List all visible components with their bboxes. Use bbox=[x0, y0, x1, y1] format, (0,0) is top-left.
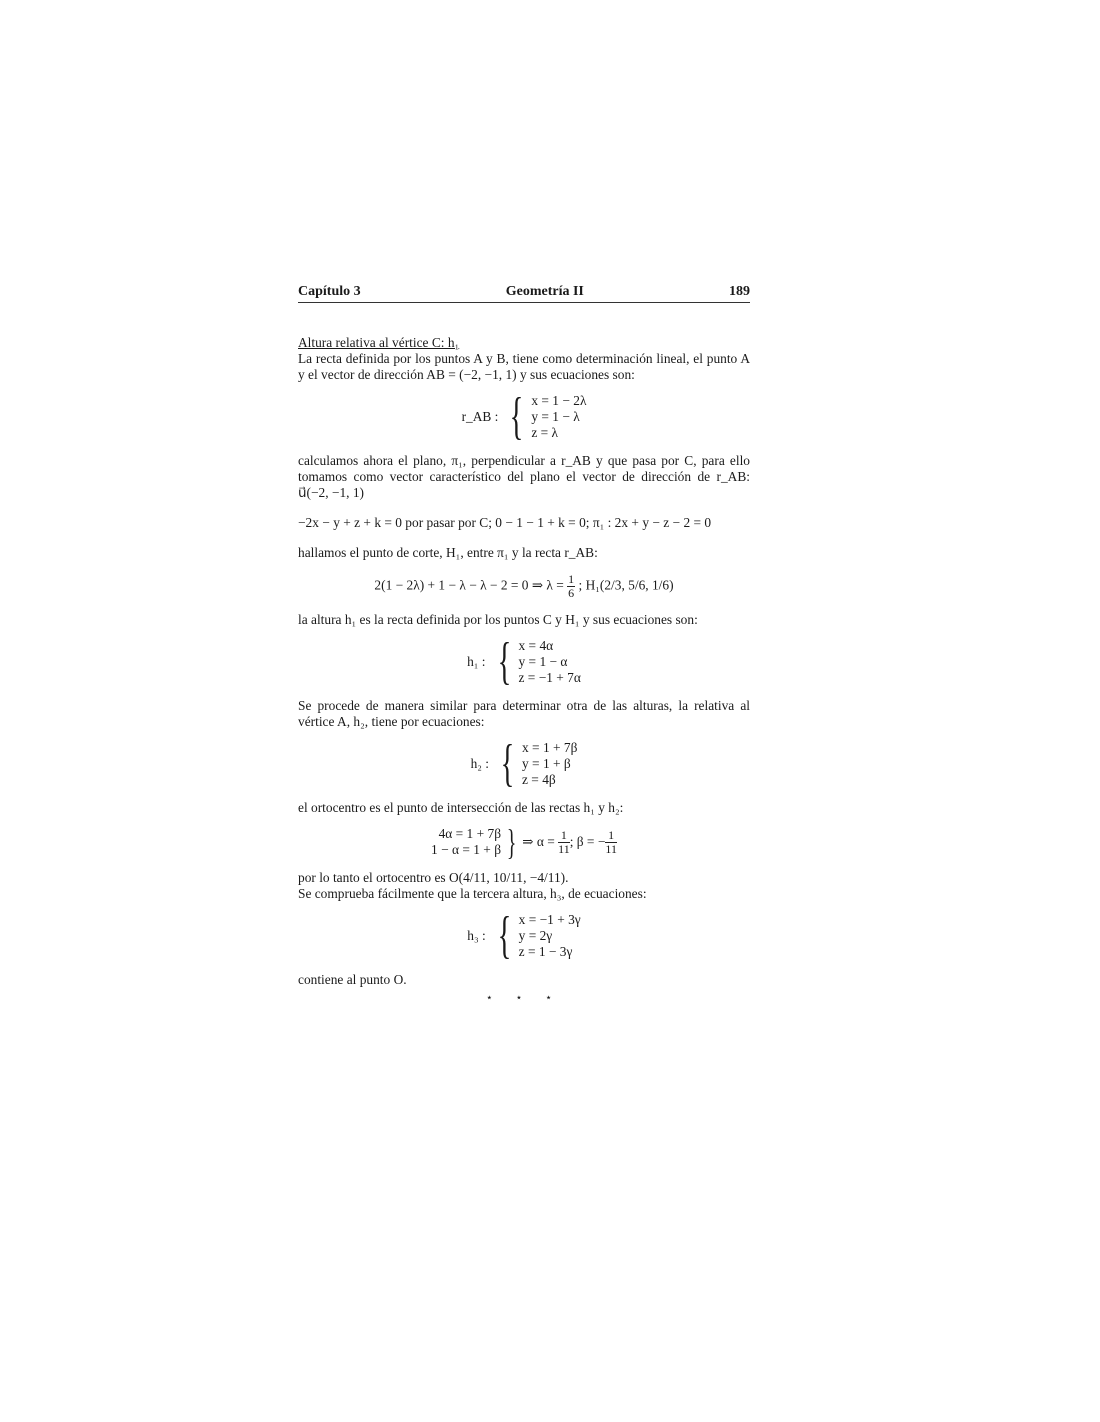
equation-intersection: 4α = 1 + 7β 1 − α = 1 + β } ⇒ α = $\frac{1}{11}$ ; β = − $\frac{1}{11}$ bbox=[431, 822, 617, 862]
equation-row: y = 2γ bbox=[518, 928, 553, 943]
page-number: 189 bbox=[729, 284, 750, 299]
equation-row: x = 4α bbox=[518, 638, 554, 653]
equation-row: x = −1 + 3γ bbox=[518, 912, 581, 927]
system-label: h₁ : bbox=[467, 654, 486, 669]
equation-row: y = 1 − λ bbox=[531, 409, 580, 424]
paragraph-altitude-h2: Se procede de manera similar para determinar otra de las alturas, la relativa al vértice A, h₂, tiene por ecuaciones: bbox=[298, 698, 750, 729]
equation-row: x = 1 + 7β bbox=[522, 740, 578, 755]
system-rows bbox=[519, 912, 581, 960]
right-brace: } bbox=[506, 822, 517, 862]
left-brace: { bbox=[500, 735, 515, 792]
paragraph-third-altitude: Se comprueba fácilmente que la tercera altura, h₃, de ecuaciones: bbox=[298, 886, 647, 901]
equation-row: z = −1 + 7α bbox=[518, 670, 581, 685]
system-rows bbox=[522, 740, 577, 788]
chapter-label: Capítulo 3 bbox=[298, 284, 361, 299]
left-brace: { bbox=[510, 388, 524, 445]
chapter-title: Geometría II bbox=[505, 284, 584, 299]
paragraph-line-ab: La recta definida por los puntos A y B, tiene como determinación lineal, el punto A y el vector de dirección AB = (−2, −1, 1) y sus ecuaciones son: bbox=[298, 351, 750, 382]
equation-row: x = 1 − 2λ bbox=[531, 393, 587, 408]
system-rows bbox=[431, 826, 501, 858]
system-label: h₂ : bbox=[470, 756, 490, 771]
paragraph-altitude-h1: la altura h₁ es la recta definida por los puntos C y H₁ y sus ecuaciones son: bbox=[298, 612, 698, 627]
system-rows bbox=[519, 638, 581, 686]
system-rows bbox=[531, 393, 586, 441]
equation-system-rab bbox=[298, 388, 750, 445]
left-brace: { bbox=[497, 907, 512, 964]
paragraph-contains-o: contiene al punto O. bbox=[298, 972, 407, 987]
left-brace: { bbox=[497, 633, 511, 690]
system-label: h₃ : bbox=[467, 928, 486, 943]
equation-row: z = 4β bbox=[522, 772, 556, 787]
equation-row: z = 1 − 3γ bbox=[518, 944, 573, 959]
section-title: Altura relativa al vértice C: h₁ bbox=[298, 335, 460, 350]
equation-row: 1 − α = 1 + β bbox=[431, 842, 502, 857]
equation-row: z = λ bbox=[531, 425, 559, 440]
fraction: $\frac{1}{11}$ bbox=[605, 827, 617, 856]
paragraph-orthocenter-result: por lo tanto el ortocentro es O(4/11, 10/11, −4/11). bbox=[298, 870, 569, 885]
fraction: $\frac{1}{11}$ bbox=[558, 827, 570, 856]
equation-lambda: 2(1 − 2λ) + 1 − λ − λ − 2 = 0 ⇒ λ = $\frac{1}{6}$ ; H₁(2/3, 5/6, 1/6) bbox=[374, 572, 674, 600]
running-header bbox=[298, 284, 750, 303]
fraction: $\frac{1}{6}$ bbox=[568, 572, 575, 600]
paragraph-plane: calculamos ahora el plano, π₁, perpendicular a r_AB y que pasa por C, para ello tomamos como vector característico del plano el vector de dirección de r_AB: u⃗(−2, −1, 1) bbox=[298, 453, 750, 500]
system-label: r_AB : bbox=[461, 409, 499, 424]
equation-row: y = 1 + β bbox=[522, 756, 571, 771]
document-page bbox=[298, 284, 750, 1006]
equation-system-h1 bbox=[298, 633, 750, 690]
equation-system-h3 bbox=[298, 907, 750, 964]
equation-system-h2 bbox=[298, 735, 750, 792]
equation-row: 4α = 1 + 7β bbox=[438, 826, 502, 841]
paragraph-orthocenter: el ortocentro es el punto de intersección de las rectas h₁ y h₂: bbox=[298, 800, 624, 815]
paragraph-plane-equation: −2x − y + z + k = 0 por pasar por C; 0 − 1 − 1 + k = 0; π₁ : 2x + y − z − 2 = 0 bbox=[298, 515, 712, 530]
paragraph-cut-point: hallamos el punto de corte, H₁, entre π₁ y la recta r_AB: bbox=[298, 545, 598, 560]
section-end-stars: ⋆ ⋆ ⋆ bbox=[485, 992, 563, 1004]
equation-row: y = 1 − α bbox=[518, 654, 568, 669]
